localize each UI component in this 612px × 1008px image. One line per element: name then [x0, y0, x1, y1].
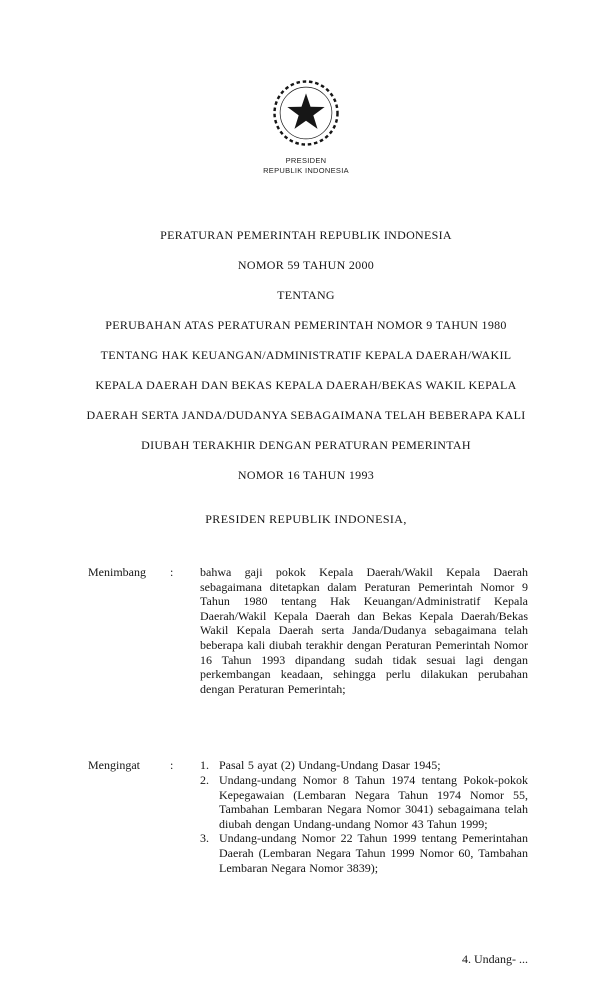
page-catchword: 4. Undang- ... — [462, 952, 528, 966]
document-title — [55, 220, 557, 490]
recalling-section — [88, 758, 528, 875]
legal-basis-item — [200, 758, 528, 773]
emblem-caption — [0, 156, 612, 175]
title-line: TENTANG — [277, 288, 335, 302]
legal-basis-number: 3. — [200, 831, 209, 846]
legal-basis-text: Undang-undang Nomor 22 Tahun 1999 tentang Pemerintahan Daerah (Lembaran Negara Tahun 1999 Nomor 60, Tambahan Lembaran Negara Nomor 3839); — [219, 831, 528, 875]
preamble-opening: PRESIDEN REPUBLIK INDONESIA, — [205, 512, 407, 526]
emblem-caption-line1: PRESIDEN — [285, 156, 327, 165]
legal-basis-item — [200, 773, 528, 831]
legal-basis-item — [200, 831, 528, 875]
title-line: KEPALA DAERAH DAN BEKAS KEPALA DAERAH/BEKAS WAKIL KEPALA — [95, 378, 517, 392]
title-line: TENTANG HAK KEUANGAN/ADMINISTRATIF KEPALA DAERAH/WAKIL — [100, 348, 512, 362]
presidential-emblem-icon — [271, 78, 341, 148]
legal-basis-text: Pasal 5 ayat (2) Undang-Undang Dasar 1945; — [219, 758, 441, 773]
star-icon — [287, 93, 324, 128]
considering-section — [88, 565, 528, 696]
title-line: NOMOR 59 TAHUN 2000 — [237, 258, 375, 272]
considering-label: Menimbang — [88, 565, 146, 579]
legal-basis-text: Undang-undang Nomor 8 Tahun 1974 tentang Pokok-pokok Kepegawaian (Lembaran Negara Tahun 1974 Nomor 55, Tambahan Lembaran Negara Nomor 3041) sebagaimana telah diubah dengan Undang-undang Nomor 43 Tahun 1999; — [219, 772, 528, 831]
title-line: DIUBAH TERAKHIR DENGAN PERATURAN PEMERINTAH — [141, 438, 471, 452]
emblem-block — [0, 78, 612, 175]
recalling-label: Mengingat — [88, 758, 140, 773]
legal-basis-number: 2. — [200, 772, 209, 787]
document-body — [88, 565, 528, 875]
title-line: DAERAH SERTA JANDA/DUDANYA SEBAGAIMANA TELAH BEBERAPA KALI — [86, 408, 526, 422]
recalling-list — [200, 758, 528, 875]
considering-separator: : — [170, 565, 174, 579]
legal-basis-number: 1. — [200, 758, 209, 773]
emblem-caption-line2: REPUBLIK INDONESIA — [263, 165, 349, 175]
title-line: PERATURAN PEMERINTAH REPUBLIK INDONESIA — [160, 228, 452, 242]
recalling-separator: : — [170, 758, 174, 773]
title-line: NOMOR 16 TAHUN 1993 — [237, 468, 375, 482]
considering-text: bahwa gaji pokok Kepala Daerah/Wakil Kepala Daerah sebagaimana ditetapkan dalam Peraturan Pemerintah Nomor 9 Tahun 1980 tentang Hak Keuangan/Administratif Kepala Daerah/Wakil Kepala Daerah dan Bekas Kepala Daerah/Bekas Wakil Kepala Daerah serta Janda/Dudanya sebagaimana telah beberapa kali diubah terakhir dengan Peraturan Pemerintah Nomor 16 Tahun 1993 dipandang sudah tidak sesuai lagi dengan perkembangan keadaan, sehingga perlu dilakukan perubahan dengan Peraturan Pemerintah; — [200, 565, 528, 696]
title-line: PERUBAHAN ATAS PERATURAN PEMERINTAH NOMOR 9 TAHUN 1980 — [105, 318, 507, 332]
